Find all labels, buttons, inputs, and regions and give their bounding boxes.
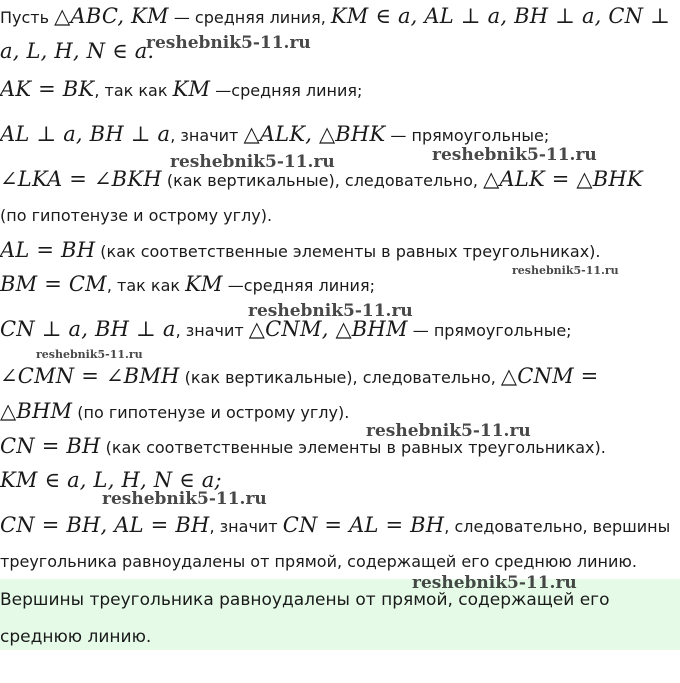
text: — прямоугольные; [407,321,572,340]
watermark: reshebnik5-11.ru [146,33,311,53]
formula: CN = AL = BH [282,513,445,537]
watermark: reshebnik5-11.ru [248,301,413,321]
formula: CN = BH, AL = BH [0,513,210,537]
solution-line-12 [0,436,680,458]
text: Пусть [0,8,55,27]
text: — средняя линия, [168,8,331,27]
solution-line-5 [0,169,680,191]
formula: ∠LKA = ∠BKH [0,167,162,191]
watermark: reshebnik5-11.ru [102,489,267,509]
formula: AL ⊥ a, BH ⊥ a [0,122,171,146]
formula: △CNM, △BHM [248,317,408,341]
text: (как соответственные элементы в равных треугольниках). [95,242,601,261]
text: треугольника равноудалены от прямой, содержащей его среднюю линию. [0,552,637,571]
formula: △ALK = △BHK [483,167,643,191]
solution-line-15 [0,552,680,572]
text: (как вертикальные), следовательно, [161,171,484,190]
solution-line-3 [0,79,680,101]
solution-line-14 [0,515,680,537]
text: , значит [209,517,283,536]
formula: a, L, H, N ∈ a. [0,39,155,63]
watermark: reshebnik5-11.ru [170,152,335,172]
text: , так как [106,276,186,295]
text: (как вертикальные), следовательно, [179,368,501,387]
watermark: reshebnik5-11.ru [432,145,597,165]
text: , значит [170,126,244,145]
text: —средняя линия; [210,81,363,100]
solution-line-10 [0,366,680,388]
solution-line-8 [0,274,680,296]
text: — прямоугольные; [385,126,550,145]
formula: AL = BH [0,238,96,262]
answer-line-2: среднюю линию. [0,627,152,647]
text: , значит [175,321,249,340]
watermark: reshebnik5-11.ru [412,573,577,593]
solution-line-7 [0,240,680,262]
formula: CN = BH [0,434,101,458]
watermark: reshebnik5-11.ru [36,348,143,361]
text: (по гипотенузе и острому углу). [0,206,273,225]
formula: AK = BK [0,77,95,101]
formula: KM ∈ a, L, H, N ∈ a; [0,468,222,492]
text: (как соответственные элементы в равных треугольниках). [100,438,606,457]
answer-box [0,579,680,650]
formula: △BHM [0,399,73,423]
formula: KM ∈ a, AL ⊥ a, BH ⊥ a, CN ⊥ [330,4,671,28]
formula: CN ⊥ a, BH ⊥ a [0,317,176,341]
formula: KM [185,272,223,296]
formula: △ALK, △BHK [243,122,386,146]
watermark: reshebnik5-11.ru [512,264,619,277]
solution-line-6 [0,206,680,226]
text: , следовательно, вершины [444,517,671,536]
solution-line-4 [0,124,680,146]
text: (по гипотенузе и острому углу). [72,403,350,422]
answer-line-1: Вершины треугольника равноудалены от прямой, содержащей его [0,590,610,610]
watermark: reshebnik5-11.ru [366,421,531,441]
formula: ∠CMN = ∠BMH [0,364,180,388]
solution-line-1 [0,6,680,28]
formula: KM [172,77,211,101]
solution-line-11 [0,401,680,423]
formula: △ABC, KM [54,4,169,28]
solution-line-9 [0,319,680,341]
text: , так как [94,81,173,100]
formula: △CNM = [500,364,599,388]
solution-line-2 [0,41,680,63]
formula: BM = CM [0,272,107,296]
text: —средняя линия; [222,276,375,295]
